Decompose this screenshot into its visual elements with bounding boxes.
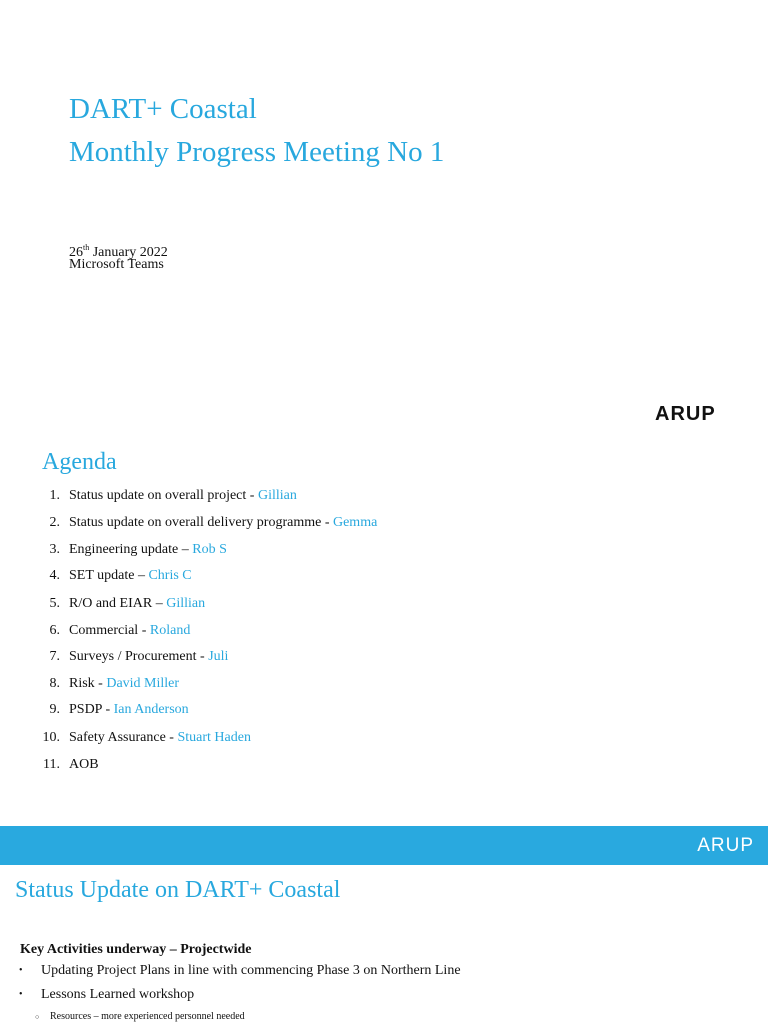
meeting-venue: Microsoft Teams — [69, 257, 164, 272]
agenda-item-topic: Status update on overall project - — [69, 488, 258, 503]
agenda-item-owner: Roland — [149, 623, 191, 638]
agenda-item-owner: Juli — [208, 649, 229, 664]
agenda-item-topic: Engineering update – — [69, 542, 193, 557]
sub-bullet-text — [50, 1010, 245, 1024]
agenda-item-number: 3. — [49, 542, 60, 557]
agenda-item-text — [69, 674, 179, 694]
agenda-item-owner: Stuart Haden — [177, 730, 251, 745]
presentation-title: DART+ Coastal — [69, 93, 257, 125]
agenda-item-text — [69, 728, 251, 748]
agenda-item-text — [69, 621, 190, 641]
agenda-item-topic: Status update on overall delivery programme - — [69, 515, 333, 530]
presentation-subtitle: Monthly Progress Meeting No 1 — [69, 136, 445, 168]
agenda-item-owner: Rob S — [192, 542, 227, 557]
agenda-item-owner: Gillian — [166, 596, 206, 611]
agenda-item-topic: Surveys / Procurement - — [69, 649, 209, 664]
agenda-item-topic: AOB — [69, 757, 99, 772]
agenda-item-owner: Ian Anderson — [113, 702, 189, 717]
agenda-item-owner: Gillian — [257, 488, 297, 503]
agenda-item-number: 1. — [49, 488, 60, 503]
date-rest: January 2022 — [89, 245, 168, 260]
agenda-item-number: 5. — [49, 596, 60, 611]
agenda-item-topic: SET update – — [69, 568, 149, 583]
agenda-item-number: 11. — [43, 757, 60, 772]
agenda-item-number: 8. — [49, 676, 60, 691]
agenda-item-topic: PSDP - — [69, 702, 114, 717]
agenda-item-number: 6. — [49, 623, 60, 638]
agenda-item-owner: Gemma — [332, 515, 378, 530]
agenda-item-text — [69, 513, 377, 533]
agenda-item-text — [69, 486, 297, 506]
bullet-text: Updating Project Plans in line with commencing Phase 3 on Northern Line — [41, 963, 461, 978]
agenda-item-text — [69, 594, 205, 614]
agenda-slide — [0, 440, 768, 826]
agenda-item-topic: Risk - — [69, 676, 107, 691]
agenda-item-number: 7. — [49, 649, 60, 664]
agenda-item-text — [69, 566, 192, 586]
agenda-item-text — [69, 755, 99, 775]
arup-logo: ARUP — [697, 835, 754, 856]
agenda-item-text — [69, 540, 227, 560]
circle-bullet-icon: ○ — [35, 1013, 40, 1021]
agenda-item-owner: Chris C — [148, 568, 192, 583]
agenda-item-owner: David Miller — [106, 676, 180, 691]
bullet-dot-icon: • — [19, 989, 23, 1000]
bullet-dot-icon: • — [19, 965, 23, 976]
agenda-item-topic: Commercial - — [69, 623, 150, 638]
section-subheading: Key Activities underway – Projectwide — [20, 942, 252, 957]
agenda-title: Agenda — [42, 449, 117, 475]
header-bar — [0, 826, 768, 865]
agenda-item-topic: R/O and EIAR – — [69, 596, 167, 611]
arup-logo: ARUP — [655, 403, 716, 425]
agenda-item-text — [69, 647, 228, 667]
agenda-item-number: 4. — [49, 568, 60, 583]
bullet-text: Lessons Learned workshop — [41, 987, 195, 1002]
title-slide — [0, 0, 768, 440]
agenda-item-number: 2. — [49, 515, 60, 530]
agenda-item-number: 10. — [42, 730, 60, 745]
agenda-item-topic: Safety Assurance - — [69, 730, 178, 745]
status-slide — [0, 826, 768, 1024]
agenda-item-text — [69, 700, 189, 720]
date-day: 26 — [69, 245, 83, 260]
agenda-item-number: 9. — [49, 702, 60, 717]
date-ordinal: th — [83, 243, 90, 252]
sub-bullet-rest: – more experienced personnel needed — [91, 1011, 245, 1022]
slide-title: Status Update on DART+ Coastal — [15, 877, 341, 903]
sub-bullet-lead: Resources — [50, 1011, 92, 1022]
